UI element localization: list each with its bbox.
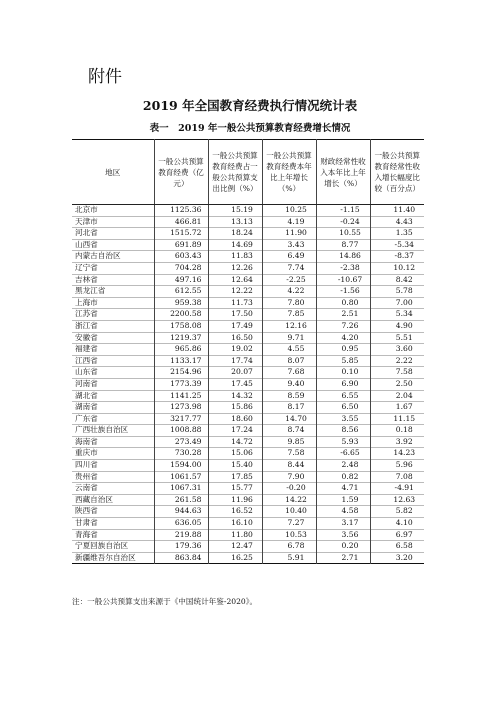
cell-funding: 1067.31: [154, 483, 208, 495]
table-row: [72, 332, 424, 344]
cell-funding: 1758.08: [154, 320, 208, 332]
cell-region: 安徽省: [72, 332, 154, 344]
cell-revenue-growth: 3.55: [316, 413, 370, 425]
cell-growth-diff: 5.96: [370, 460, 424, 472]
header-funding: 一般公共预算教育经费（亿元）: [154, 140, 208, 205]
cell-funding-growth: 11.90: [262, 228, 316, 240]
cell-growth-diff: 5.82: [370, 506, 424, 518]
cell-region: 北京市: [75, 205, 98, 214]
cell-revenue-growth: 4.58: [316, 506, 370, 518]
cell-funding-growth: 8.07: [262, 355, 316, 367]
header-revenue-growth: 财政经常性收入本年比上年增长（%）: [316, 140, 370, 205]
cell-funding-growth: 4.19: [262, 216, 316, 228]
cell-growth-diff: 1.35: [370, 228, 424, 240]
cell-region: 辽宁省: [72, 262, 154, 274]
table-row: [72, 402, 424, 414]
cell-funding-growth: 10.53: [262, 529, 316, 541]
cell-region: 四川省: [72, 460, 154, 472]
cell-revenue-growth: 1.59: [316, 494, 370, 506]
cell-share: 12.64: [208, 274, 262, 286]
cell-region: 宁夏回族自治区: [72, 541, 154, 553]
cell-funding: 636.05: [154, 518, 208, 530]
table-row: [72, 518, 424, 530]
table-row: [72, 274, 424, 286]
cell-funding: 1008.88: [154, 425, 208, 437]
table-row: [72, 390, 424, 402]
cell-share: 17.50: [208, 309, 262, 321]
cell-funding: 3217.77: [154, 413, 208, 425]
cell-growth-diff: 3.60: [370, 344, 424, 356]
cell-growth-diff: 14.23: [370, 448, 424, 460]
cell-region: 上海市: [72, 297, 154, 309]
cell-revenue-growth: 5.93: [316, 436, 370, 448]
cell-growth-diff: 6.97: [370, 529, 424, 541]
header-funding-growth: 一般公共预算教育经费本年比上年增长（%）: [262, 140, 316, 205]
cell-growth-diff: 12.63: [370, 494, 424, 506]
cell-revenue-growth: 4.71: [316, 483, 370, 495]
cell-revenue-growth: 10.55: [316, 228, 370, 240]
cell-revenue-growth: 8.77: [316, 239, 370, 251]
cell-share: 15.86: [208, 402, 262, 414]
cell-growth-diff: 4.43: [370, 216, 424, 228]
cell-funding-growth: 7.58: [262, 448, 316, 460]
cell-revenue-growth: 7.26: [316, 320, 370, 332]
cell-funding: 944.63: [154, 506, 208, 518]
cell-growth-diff: 8.42: [370, 274, 424, 286]
cell-funding-growth: 7.68: [262, 367, 316, 379]
cell-share: 11.83: [208, 251, 262, 263]
table-row: [72, 436, 424, 448]
cell-funding-growth: 9.40: [262, 378, 316, 390]
cell-growth-diff: 6.58: [370, 541, 424, 553]
cell-share: 17.74: [208, 355, 262, 367]
cell-revenue-growth: -1.56: [316, 286, 370, 298]
cell-funding: 1773.39: [154, 378, 208, 390]
cell-revenue-growth: -0.24: [316, 216, 370, 228]
header-share: 一般公共预算教育经费占一般公共预算支出比例（%）: [208, 140, 262, 205]
cell-revenue-growth: 6.50: [316, 402, 370, 414]
cell-revenue-growth: 0.95: [316, 344, 370, 356]
cell-revenue-growth: 0.80: [316, 297, 370, 309]
table-row: [72, 251, 424, 263]
cell-funding: 603.43: [154, 251, 208, 263]
cell-share: 12.26: [208, 262, 262, 274]
cell-region: 云南省: [72, 483, 154, 495]
cell-region: 海南省: [72, 436, 154, 448]
cell-region: 甘肃省: [72, 518, 154, 530]
cell-growth-diff: 2.50: [370, 378, 424, 390]
header-region: 地区: [72, 140, 154, 205]
cell-share: 17.49: [208, 320, 262, 332]
cell-funding-growth: 12.16: [262, 320, 316, 332]
cell-share: 16.25: [208, 552, 262, 564]
cell-funding: 612.55: [154, 286, 208, 298]
cell-share: 14.32: [208, 390, 262, 402]
table-row: [72, 344, 424, 356]
cell-region: 陕西省: [72, 506, 154, 518]
cell-funding: 219.88: [154, 529, 208, 541]
cell-region: 浙江省: [72, 320, 154, 332]
cell-share: 18.24: [208, 228, 262, 240]
cell-funding-growth: -2.25: [262, 274, 316, 286]
cell-revenue-growth: 5.85: [316, 355, 370, 367]
cell-revenue-growth: -6.65: [316, 448, 370, 460]
cell-region: 贵州省: [72, 471, 154, 483]
cell-region: 福建省: [72, 344, 154, 356]
cell-funding: 1125.36: [154, 205, 208, 217]
cell-growth-diff: -8.37: [370, 251, 424, 263]
cell-funding-growth: 7.90: [262, 471, 316, 483]
cell-funding-growth: 14.22: [262, 494, 316, 506]
cell-funding: 965.86: [154, 344, 208, 356]
cell-funding: 1133.17: [154, 355, 208, 367]
cell-share: 11.80: [208, 529, 262, 541]
cell-revenue-growth: 2.71: [316, 552, 370, 564]
cell-funding: 959.38: [154, 297, 208, 309]
cell-region: 山东省: [72, 367, 154, 379]
cell-growth-diff: 5.78: [370, 286, 424, 298]
cell-share: 11.73: [208, 297, 262, 309]
cell-funding-growth: 7.85: [262, 309, 316, 321]
cell-revenue-growth: 6.55: [316, 390, 370, 402]
cell-region: 江苏省: [72, 309, 154, 321]
cell-revenue-growth: 2.48: [316, 460, 370, 472]
cell-funding: 1594.00: [154, 460, 208, 472]
cell-region: 重庆市: [72, 448, 154, 460]
cell-funding-growth: 9.85: [262, 436, 316, 448]
cell-share: 12.47: [208, 541, 262, 553]
table-row: [72, 320, 424, 332]
header-growth-diff: 一般公共预算教育经常性收入增长幅度比较（百分点）: [370, 140, 424, 205]
table-note: 注：一般公共预算支出来源于《中国统计年鉴-2020》。: [72, 597, 258, 606]
cell-revenue-growth: -10.67: [316, 274, 370, 286]
cell-region: 广东省: [72, 413, 154, 425]
cell-share: 12.22: [208, 286, 262, 298]
cell-growth-diff: 2.04: [370, 390, 424, 402]
table-row: [72, 309, 424, 321]
cell-growth-diff: 1.67: [370, 402, 424, 414]
cell-funding-growth: 10.40: [262, 506, 316, 518]
cell-region: 山西省: [72, 239, 154, 251]
cell-share: 15.40: [208, 460, 262, 472]
table-row: [72, 378, 424, 390]
table-row: [72, 286, 424, 298]
table-row: [72, 425, 424, 437]
cell-growth-diff: -4.91: [370, 483, 424, 495]
cell-revenue-growth: 3.17: [316, 518, 370, 530]
cell-funding-growth: -0.20: [262, 483, 316, 495]
cell-funding: 2154.96: [154, 367, 208, 379]
cell-share: 14.69: [208, 239, 262, 251]
cell-growth-diff: 7.00: [370, 297, 424, 309]
cell-region: 河南省: [72, 378, 154, 390]
table-row: [72, 297, 424, 309]
cell-funding-growth: 6.49: [262, 251, 316, 263]
cell-funding: 1061.57: [154, 471, 208, 483]
cell-funding: 179.36: [154, 541, 208, 553]
cell-funding-growth: 7.80: [262, 297, 316, 309]
table-row: [72, 460, 424, 472]
cell-funding-growth: 3.43: [262, 239, 316, 251]
cell-share: 11.96: [208, 494, 262, 506]
cell-revenue-growth: 6.90: [316, 378, 370, 390]
cell-share: 14.72: [208, 436, 262, 448]
cell-share: 17.85: [208, 471, 262, 483]
cell-funding: 261.58: [154, 494, 208, 506]
cell-funding: 2200.58: [154, 309, 208, 321]
cell-region: 西藏自治区: [72, 494, 154, 506]
table-row: [72, 506, 424, 518]
cell-funding-growth: 8.59: [262, 390, 316, 402]
cell-funding-growth: 7.74: [262, 262, 316, 274]
cell-region: 黑龙江省: [72, 286, 154, 298]
cell-share: 17.24: [208, 425, 262, 437]
table-row: [72, 552, 424, 564]
cell-revenue-growth: -2.38: [316, 262, 370, 274]
table-row: [72, 228, 424, 240]
cell-growth-diff: 3.20: [370, 552, 424, 564]
table-row: [72, 262, 424, 274]
table-row: [72, 471, 424, 483]
table-row: [72, 355, 424, 367]
cell-funding: 1141.25: [154, 390, 208, 402]
table-row: [72, 483, 424, 495]
cell-growth-diff: 11.15: [370, 413, 424, 425]
cell-revenue-growth: 0.82: [316, 471, 370, 483]
cell-funding-growth: 8.44: [262, 460, 316, 472]
cell-funding-growth: 4.55: [262, 344, 316, 356]
cell-region: 湖南省: [72, 402, 154, 414]
table-header-row: [72, 140, 424, 205]
cell-share: 15.77: [208, 483, 262, 495]
education-funding-table: [72, 139, 424, 564]
table-row: [72, 216, 424, 228]
cell-funding-growth: 7.27: [262, 518, 316, 530]
cell-growth-diff: 5.34: [370, 309, 424, 321]
cell-growth-diff: 11.40: [370, 205, 424, 217]
cell-share: 16.52: [208, 506, 262, 518]
cell-funding: 497.16: [154, 274, 208, 286]
table-row: [72, 367, 424, 379]
cell-revenue-growth: 4.20: [316, 332, 370, 344]
cell-growth-diff: -5.34: [370, 239, 424, 251]
table-row: [72, 529, 424, 541]
table-row: [72, 448, 424, 460]
cell-growth-diff: 10.12: [370, 262, 424, 274]
cell-share: 13.13: [208, 216, 262, 228]
cell-region: 河北省: [72, 228, 154, 240]
cell-funding: 273.49: [154, 436, 208, 448]
cell-region: 新疆维吾尔自治区: [72, 552, 154, 564]
attachment-label: 附件: [88, 67, 122, 87]
cell-revenue-growth: -1.15: [316, 205, 370, 217]
cell-region: 内蒙古自治区: [72, 251, 154, 263]
table-row: [72, 239, 424, 251]
table-row: [72, 413, 424, 425]
cell-share: 16.50: [208, 332, 262, 344]
cell-region: 江西省: [72, 355, 154, 367]
cell-funding-growth: 8.17: [262, 402, 316, 414]
cell-revenue-growth: 14.86: [316, 251, 370, 263]
cell-funding-growth: 5.91: [262, 552, 316, 564]
table-row: [72, 541, 424, 553]
cell-growth-diff: 7.08: [370, 471, 424, 483]
cell-revenue-growth: 8.56: [316, 425, 370, 437]
cell-funding: 704.28: [154, 262, 208, 274]
cell-share: 17.45: [208, 378, 262, 390]
cell-region: 广西壮族自治区: [72, 425, 154, 437]
cell-growth-diff: 5.51: [370, 332, 424, 344]
cell-funding-growth: 8.74: [262, 425, 316, 437]
cell-region: 天津市: [72, 216, 154, 228]
table-row: [72, 494, 424, 506]
cell-funding-growth: 14.70: [262, 413, 316, 425]
cell-funding: 691.89: [154, 239, 208, 251]
cell-growth-diff: 0.18: [370, 425, 424, 437]
cell-growth-diff: 7.58: [370, 367, 424, 379]
cell-funding: 1273.98: [154, 402, 208, 414]
cell-funding-growth: 10.25: [262, 205, 316, 217]
cell-funding: 1219.37: [154, 332, 208, 344]
cell-funding-growth: 4.22: [262, 286, 316, 298]
cell-revenue-growth: 0.10: [316, 367, 370, 379]
cell-region: 湖北省: [72, 390, 154, 402]
cell-funding-growth: 9.71: [262, 332, 316, 344]
cell-growth-diff: 3.92: [370, 436, 424, 448]
cell-share: 19.02: [208, 344, 262, 356]
cell-growth-diff: 2.22: [370, 355, 424, 367]
cell-share: 20.07: [208, 367, 262, 379]
cell-revenue-growth: 2.51: [316, 309, 370, 321]
cell-funding: 466.81: [154, 216, 208, 228]
cell-share: 16.10: [208, 518, 262, 530]
cell-funding-growth: 6.78: [262, 541, 316, 553]
cell-funding: 863.84: [154, 552, 208, 564]
cell-revenue-growth: 3.56: [316, 529, 370, 541]
cell-share: 15.06: [208, 448, 262, 460]
cell-share: 15.19: [208, 205, 262, 217]
table-subtitle: 表一 2019 年一般公共预算教育经费增长情况: [149, 123, 351, 134]
cell-funding: 1515.72: [154, 228, 208, 240]
document-title: 2019 年全国教育经费执行情况统计表: [142, 98, 358, 113]
cell-region: 青海省: [72, 529, 154, 541]
cell-revenue-growth: 0.20: [316, 541, 370, 553]
cell-region: 吉林省: [72, 274, 154, 286]
cell-growth-diff: 4.90: [370, 320, 424, 332]
table-row: [72, 205, 424, 217]
cell-share: 18.60: [208, 413, 262, 425]
cell-growth-diff: 4.10: [370, 518, 424, 530]
cell-funding: 730.28: [154, 448, 208, 460]
